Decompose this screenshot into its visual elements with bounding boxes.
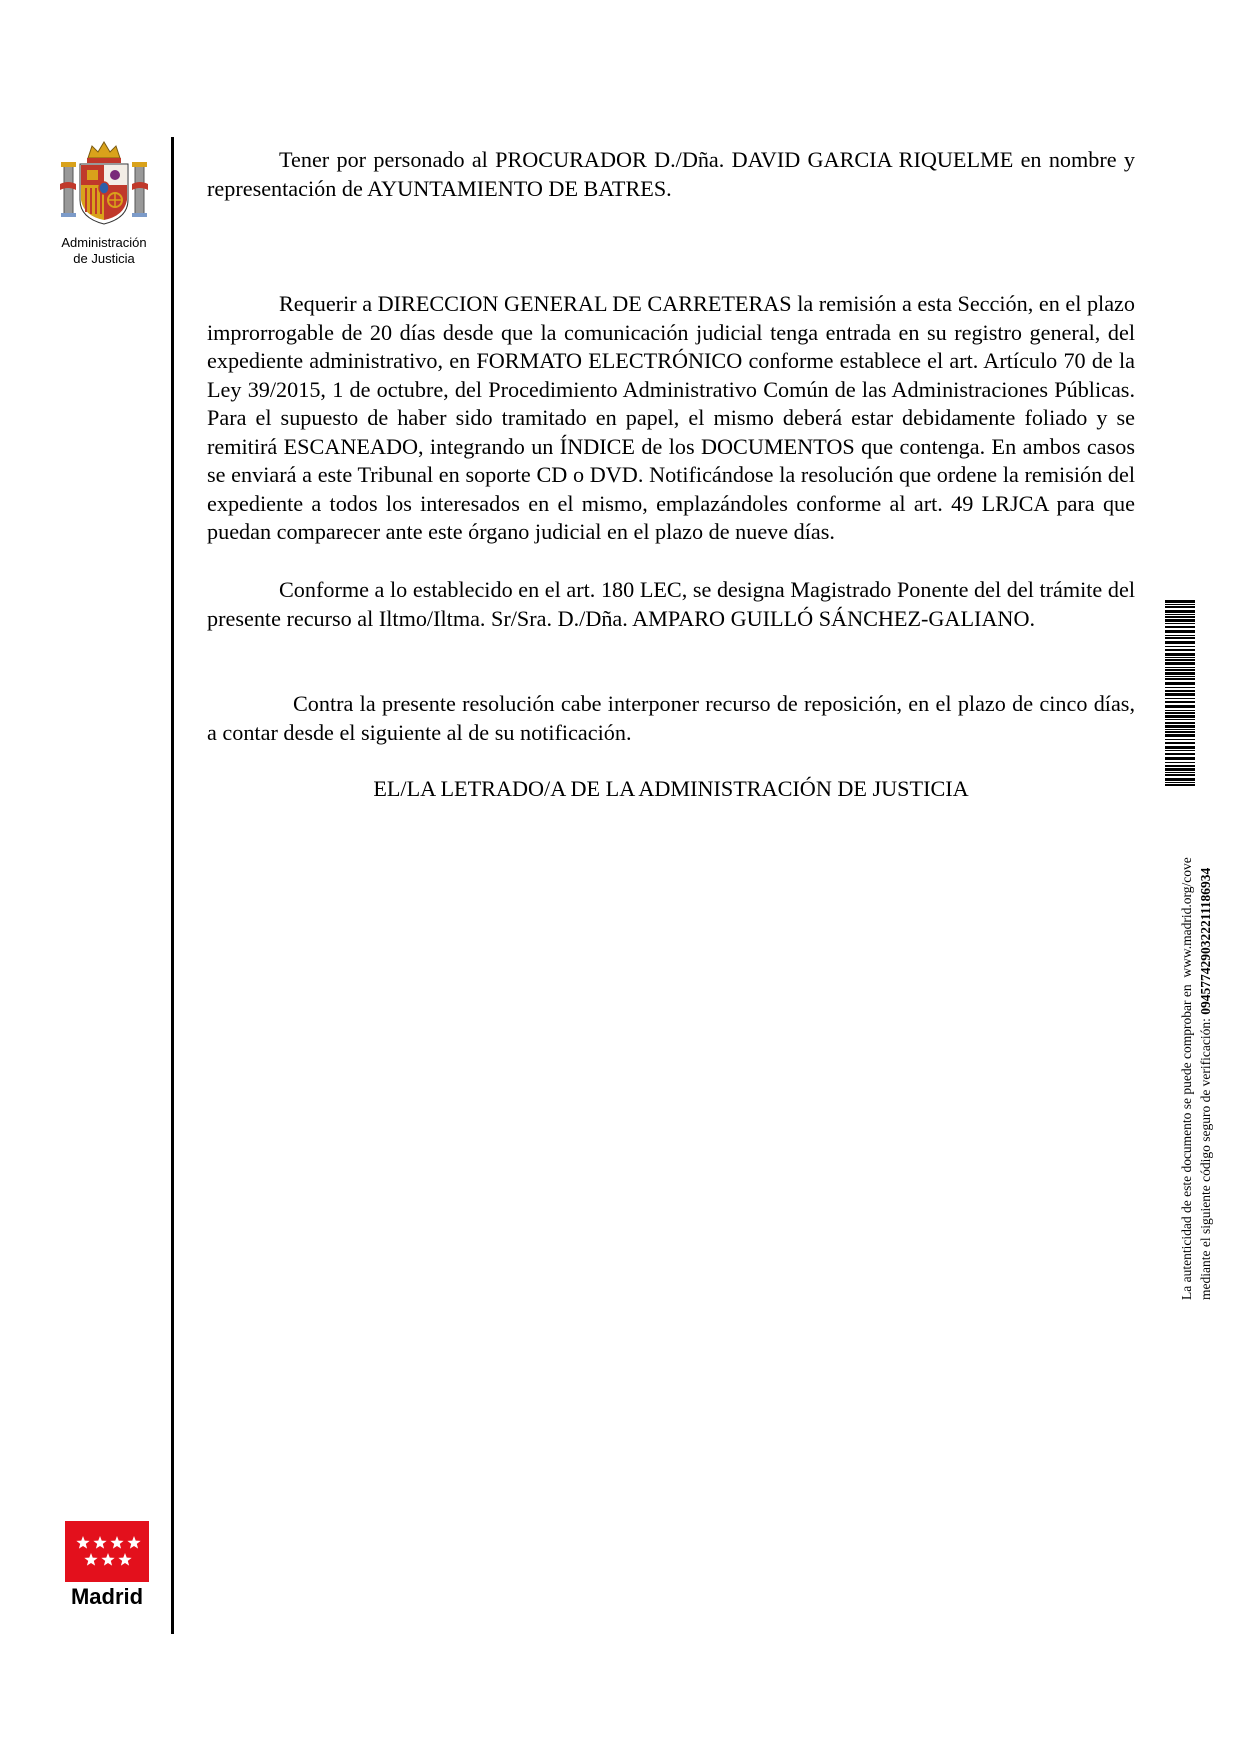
paragraph-personado: Tener por personado al PROCURADOR D./Dña. DAVID GARCIA RIQUELME en nombre y representación de AYUNTAMIENTO DE BATRES. [207,147,1135,201]
institution-line2: de Justicia [73,251,135,266]
madrid-logo-box [65,1521,149,1582]
barcode-icon [1165,600,1195,787]
paragraph-recurso: Contra la presente resolución cabe interponer recurso de reposición, en el plazo de cinco días, a contar desde el siguiente al de su notificación. [207,691,1135,745]
paragraph-ponente: Conforme a lo establecido en el art. 180 LEC, se designa Magistrado Ponente del del trámite del presente recurso al Iltmo/Iltma. Sr/Sra. D./Dña. AMPARO GUILLÓ SÁNCHEZ-GALIANO. [207,577,1135,631]
signature-line: EL/LA LETRADO/A DE LA ADMINISTRACIÓN DE JUSTICIA [373,776,969,801]
paragraph-requerir: Requerir a DIRECCION GENERAL DE CARRETERAS la remisión a esta Sección, en el plazo improrrogable de 20 días desde que la comunicación judicial tenga entrada en su registro general, del expediente administrativo, en FORMATO ELECTRÓNICO conforme establece el art. Artículo 70 de la Ley 39/2015, 1 de octubre, del Procedimiento Administrativo Común de las Administraciones Públicas. Para el supuesto de haber sido tramitado en papel, el mismo deberá estar debidamente foliado y se remitirá ESCANEADO, integrando un ÍNDICE de los DOCUMENTOS que contenga. En ambos casos se enviará a este Tribunal en soporte CD o DVD. Notificándose la resolución que ordene la remisión del expediente a todos los interesados en el mismo, emplazándoles conforme al art. 49 LRJCA para que puedan comparecer ante este órgano judicial en el plazo de nueve días. [207,291,1135,544]
madrid-logo-text: Madrid [70,1584,144,1609]
spain-coat-of-arms-icon [58,136,150,232]
verification-line1: La autenticidad de este documento se puede comprobar en www.madrid.org/cove [1179,857,1194,1300]
verification-line2: mediante el siguiente código seguro de verificación: 0945774290322211186934 [1198,867,1213,1300]
margin-rule [171,137,174,1634]
verification-note [1177,800,1213,1300]
madrid-stars-icon [72,1534,142,1570]
institution-label [52,235,156,267]
institution-line1: Administración [61,235,147,250]
